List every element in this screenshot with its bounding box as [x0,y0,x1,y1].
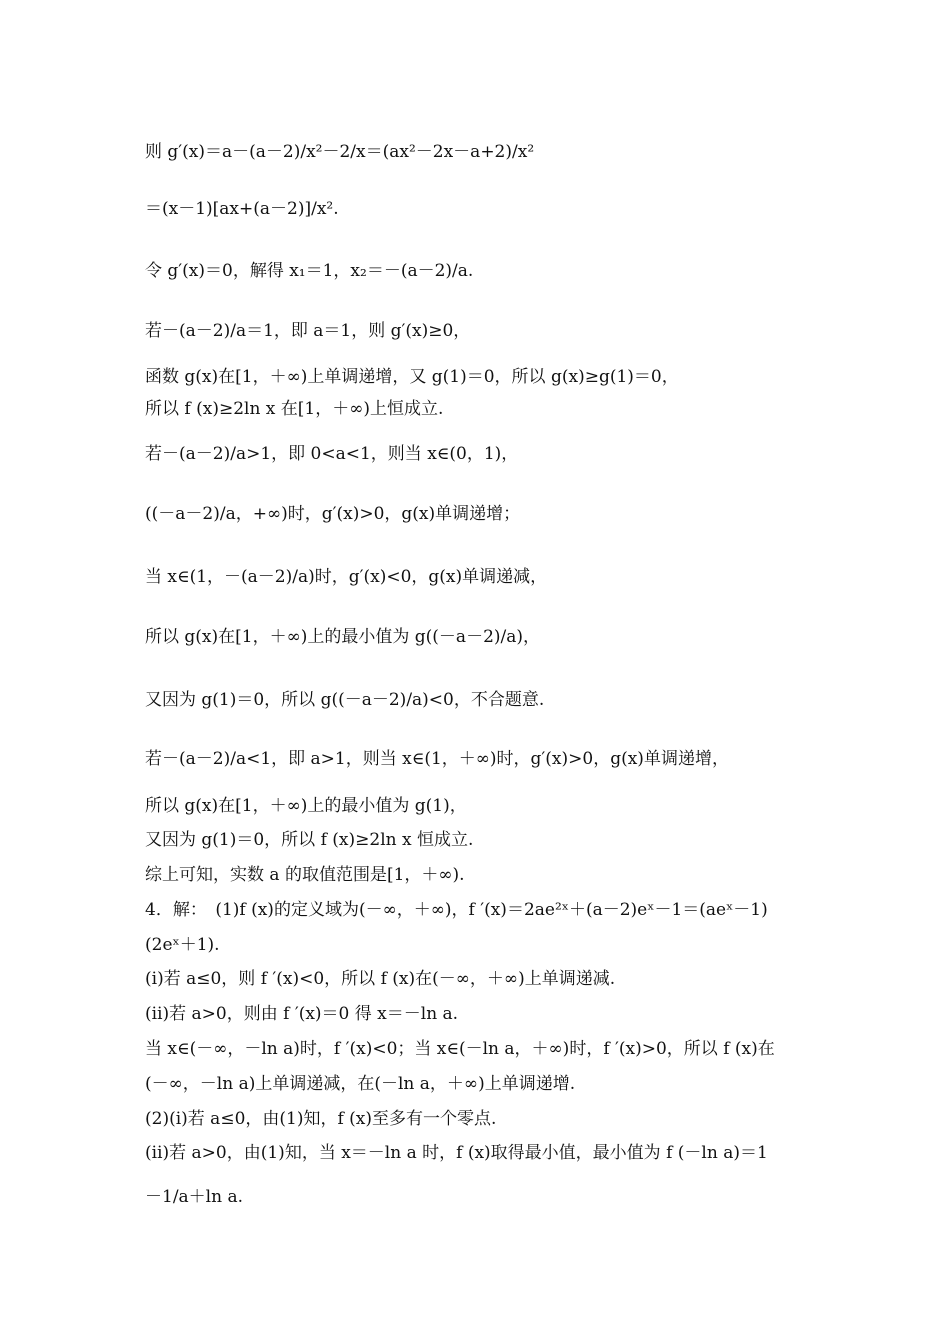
line-contradiction: 又因为 g(1)＝0，所以 g((－a－2)/a)<0，不合题意. [145,690,545,710]
line-case-less: 若－(a－2)/a<1，即 a>1，则当 x∈(1，＋∞)时，g′(x)>0，g(x)单调递增， [145,749,729,769]
line-part2-case-ii: (ⅱ)若 a>0，由(1)知，当 x＝－ln a 时，f (x)取得最小值，最小值为 f (－ln a)＝1 [145,1143,768,1163]
line-part2-case-i: (2)(ⅰ)若 a≤0，由(1)知，f (x)至多有一个零点. [145,1109,497,1129]
line-critical-points: 令 g′(x)＝0，解得 x₁＝1，x₂＝－(a－2)/a. [145,261,474,281]
line-increasing: 函数 g(x)在[1，＋∞)上单调递增，又 g(1)＝0，所以 g(x)≥g(1)＝0， [145,367,679,387]
line-monotonic-cont: (－∞，－ln a)上单调递减，在(－ln a，＋∞)上单调递增. [145,1074,576,1094]
line-conclusion: 综上可知，实数 a 的取值范围是[1，＋∞). [145,865,465,885]
line-problem-4: 4．解： (1)f (x)的定义域为(－∞，＋∞)，f ′(x)＝2ae²ˣ＋(a－2)eˣ－1＝(aeˣ－1) [145,900,768,920]
line-part2-case-ii-cont: －1/a＋ln a. [145,1187,244,1207]
line-case-i: (ⅰ)若 a≤0，则 f ′(x)<0，所以 f (x)在(－∞，＋∞)上单调递减. [145,969,616,989]
line-derivative-g: 则 g′(x)＝a－(a－2)/x²－2/x＝(ax²－2x－a+2)/x² [145,142,535,162]
line-factored-derivative: ＝(x－1)[ax+(a－2)]/x². [145,199,339,219]
line-case-ii: (ⅱ)若 a>0，则由 f ′(x)＝0 得 x＝－ln a. [145,1004,459,1024]
line-interval-increasing: ((－a－2)/a，+∞)时，g′(x)>0，g(x)单调递增； [145,504,521,524]
line-minimum-g1: 所以 g(x)在[1，＋∞)上的最小值为 g(1)， [145,796,467,816]
line-minimum-value: 所以 g(x)在[1，＋∞)上的最小值为 g((－a－2)/a)， [145,627,541,647]
line-interval-decreasing: 当 x∈(1，－(a－2)/a)时，g′(x)<0，g(x)单调递减， [145,567,548,587]
line-always-holds-1: 所以 f (x)≥2ln x 在[1，＋∞)上恒成立. [145,399,444,419]
line-case-equal: 若－(a－2)/a＝1，即 a＝1，则 g′(x)≥0， [145,321,471,341]
line-always-holds-2: 又因为 g(1)＝0，所以 f (x)≥2ln x 恒成立. [145,830,474,850]
line-problem-4-cont: (2eˣ＋1). [145,935,220,955]
line-case-greater: 若－(a－2)/a>1，即 0<a<1，则当 x∈(0，1)， [145,444,519,464]
line-monotonic: 当 x∈(－∞，－ln a)时，f ′(x)<0；当 x∈(－ln a，＋∞)时，f ′(x)>0，所以 f (x)在 [145,1039,775,1059]
